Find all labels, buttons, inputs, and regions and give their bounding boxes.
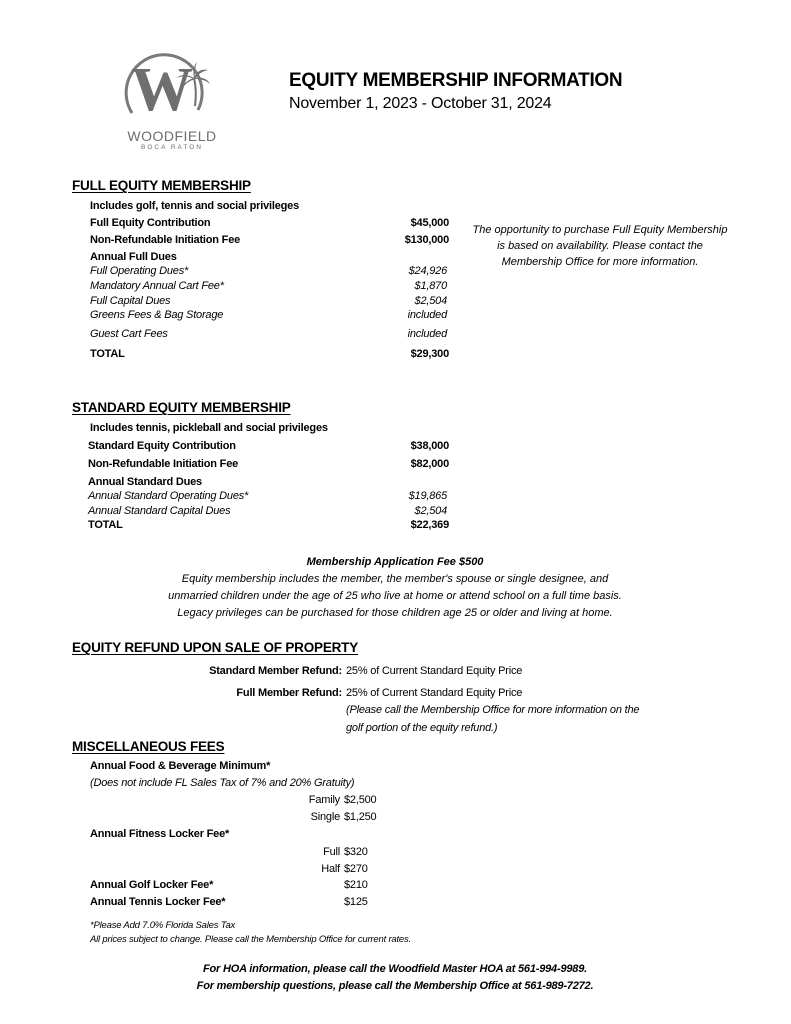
full-equity-includes: Includes golf, tennis and social privileges <box>90 200 300 212</box>
sales-tax-note: *Please Add 7.0% Florida Sales Tax <box>90 920 236 931</box>
misc-fees-heading: MISCELLANEOUS FEES <box>72 739 225 754</box>
full-dues-label: Full Operating Dues* <box>90 265 189 277</box>
price-change-note: All prices subject to change. Please call the Membership Office for current rates. <box>90 934 412 945</box>
fnb-family-label: Family <box>308 794 340 806</box>
woodfield-logo <box>102 48 242 158</box>
fitness-full-label: Full <box>323 846 340 858</box>
full-contribution-value: $45,000 <box>410 217 449 229</box>
standard-dues-heading: Annual Standard Dues <box>88 476 202 488</box>
fitness-half-value: $270 <box>344 863 368 875</box>
standard-contribution-value: $38,000 <box>410 440 449 452</box>
fnb-family-value: $2,500 <box>344 794 377 806</box>
full-equity-availability-note: The opportunity to purchase Full Equity Membership is based on availability. Please contact the Membership Office for more information. <box>472 224 728 268</box>
full-dues-value: $24,926 <box>408 265 447 277</box>
fitness-half-label: Half <box>321 863 340 875</box>
fnb-minimum-label: Annual Food & Beverage Minimum* <box>90 760 271 772</box>
membership-policy-line: Equity membership includes the member, the member's spouse or single designee, and <box>181 573 609 585</box>
full-initiation-value: $130,000 <box>404 234 449 246</box>
full-dues-value: included <box>407 309 447 321</box>
logo-location: BOCA RATON <box>140 144 204 151</box>
full-contribution-label: Full Equity Contribution <box>90 217 211 229</box>
standard-dues-value: $2,504 <box>414 505 447 517</box>
fnb-single-value: $1,250 <box>344 811 377 823</box>
fitness-locker-label: Annual Fitness Locker Fee* <box>90 828 230 840</box>
standard-refund-value: 25% of Current Standard Equity Price <box>346 665 523 677</box>
standard-initiation-label: Non-Refundable Initiation Fee <box>88 458 239 470</box>
tennis-locker-label: Annual Tennis Locker Fee* <box>90 896 226 908</box>
full-initiation-label: Non-Refundable Initiation Fee <box>90 234 241 246</box>
full-dues-label: Full Capital Dues <box>90 295 171 307</box>
refund-heading: EQUITY REFUND UPON SALE OF PROPERTY <box>72 640 359 655</box>
full-dues-label: Greens Fees & Bag Storage <box>90 309 224 321</box>
membership-policy-line: Legacy privileges can be purchased for those children age 25 or older and living at home. <box>177 607 613 619</box>
full-refund-note: golf portion of the equity refund.) <box>346 722 498 734</box>
full-dues-value: $2,504 <box>414 295 447 307</box>
membership-policy-line: unmarried children under the age of 25 who live at home or attend school on a full time basis. <box>168 590 622 602</box>
golf-locker-label: Annual Golf Locker Fee* <box>90 879 214 891</box>
standard-refund-label: Standard Member Refund: <box>209 665 342 677</box>
full-refund-value: 25% of Current Standard Equity Price <box>346 687 523 699</box>
full-dues-value: $1,870 <box>414 280 447 292</box>
tennis-locker-value: $125 <box>344 896 368 908</box>
application-fee: Membership Application Fee $500 <box>306 556 484 568</box>
fnb-single-label: Single <box>310 811 340 823</box>
standard-equity-includes: Includes tennis, pickleball and social privileges <box>90 422 328 434</box>
fitness-full-value: $320 <box>344 846 368 858</box>
standard-total-label: TOTAL <box>88 519 123 531</box>
full-dues-label: Guest Cart Fees <box>90 328 168 340</box>
svg-text:W: W <box>131 56 193 124</box>
standard-total-value: $22,369 <box>410 519 449 531</box>
full-dues-label: Mandatory Annual Cart Fee* <box>90 280 224 292</box>
standard-dues-value: $19,865 <box>408 490 447 502</box>
logo-emblem-icon <box>102 48 242 128</box>
golf-locker-value: $210 <box>344 879 368 891</box>
full-equity-heading: FULL EQUITY MEMBERSHIP <box>72 178 251 193</box>
full-dues-value: included <box>407 328 447 340</box>
full-dues-heading: Annual Full Dues <box>90 251 177 263</box>
hoa-contact: For HOA information, please call the Woodfield Master HOA at 561-994-9989. <box>203 963 587 975</box>
standard-initiation-value: $82,000 <box>410 458 449 470</box>
standard-equity-heading: STANDARD EQUITY MEMBERSHIP <box>72 400 291 415</box>
fnb-minimum-note: (Does not include FL Sales Tax of 7% and 20% Gratuity) <box>90 777 355 789</box>
full-total-label: TOTAL <box>90 348 125 360</box>
page-title: EQUITY MEMBERSHIP INFORMATION <box>289 70 623 91</box>
full-refund-label: Full Member Refund: <box>236 687 342 699</box>
membership-contact: For membership questions, please call the Membership Office at 561-989-7272. <box>196 980 594 992</box>
full-refund-note: (Please call the Membership Office for more information on the <box>346 704 640 716</box>
standard-contribution-label: Standard Equity Contribution <box>88 440 236 452</box>
date-range: November 1, 2023 - October 31, 2024 <box>289 95 552 112</box>
standard-dues-label: Annual Standard Operating Dues* <box>88 490 249 502</box>
full-total-value: $29,300 <box>410 348 449 360</box>
standard-dues-label: Annual Standard Capital Dues <box>88 505 231 517</box>
logo-name: WOODFIELD <box>127 128 217 144</box>
